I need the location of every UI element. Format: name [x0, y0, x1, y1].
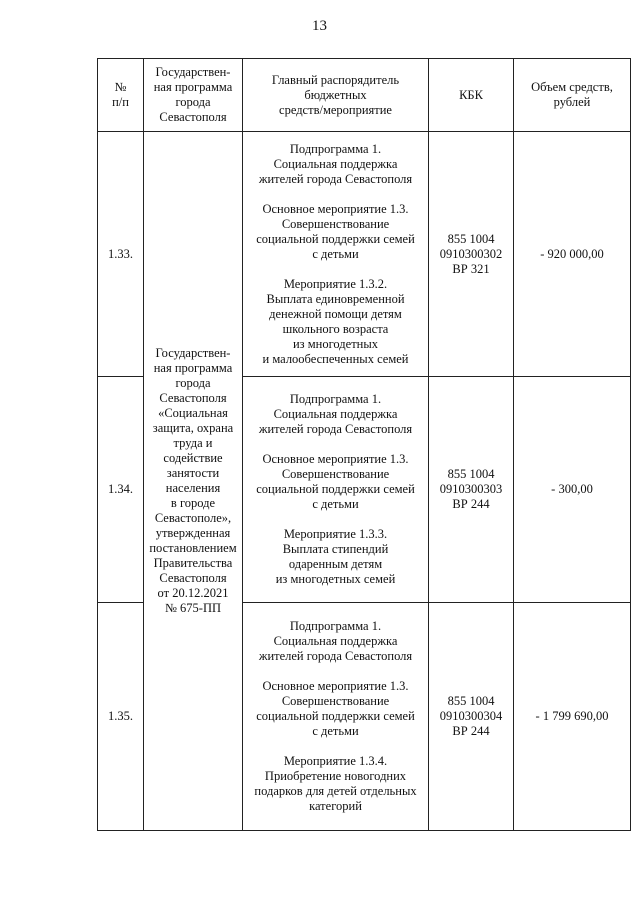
budget-table	[97, 58, 631, 831]
sum-cell: - 1 799 690,00	[514, 603, 631, 831]
measure-cell	[243, 603, 429, 831]
measure-cell	[243, 132, 429, 377]
measure-cell	[243, 377, 429, 603]
header-sum: Объем средств, рублей	[514, 59, 631, 132]
measure-text: Мероприятие 1.3.4. Приобретение новогодних подарков для детей отдельных категорий	[254, 754, 417, 813]
measure-text: Мероприятие 1.3.3. Выплата стипендий одаренным детям из многодетных семей	[275, 527, 396, 586]
program-cell: Государствен- ная программа города Севастополя «Социальная защита, охрана труда и содействие занятости населения в городе Севастополе», утвержденная постановлением Правительства Севастополя от 20.12.2021 № 675-ПП	[144, 132, 243, 831]
header-num: № п/п	[98, 59, 144, 132]
subprogram-text: Подпрограмма 1. Социальная поддержка жителей города Севастополя	[258, 619, 413, 663]
main-measure-text: Основное мероприятие 1.3. Совершенствование социальной поддержки семей с детьми	[256, 452, 415, 511]
kbk-cell: 855 1004 0910300302 ВР 321	[429, 132, 514, 377]
header-main: Главный распорядитель бюджетных средств/мероприятие	[243, 59, 429, 132]
subprogram-text: Подпрограмма 1. Социальная поддержка жителей города Севастополя	[258, 141, 413, 186]
kbk-cell: 855 1004 0910300303 ВР 244	[429, 377, 514, 603]
row-num: 1.34.	[98, 377, 144, 603]
main-measure-text: Основное мероприятие 1.3. Совершенствование социальной поддержки семей с детьми	[256, 679, 415, 738]
row-num: 1.33.	[98, 132, 144, 377]
row-num: 1.35.	[98, 603, 144, 831]
measure-text: Мероприятие 1.3.2. Выплата единовременной денежной помощи детям школьного возраста из многодетных и малообеспеченных семей	[262, 276, 409, 366]
sum-cell: - 300,00	[514, 377, 631, 603]
header-program: Государствен- ная программа города Севастополя	[144, 59, 243, 132]
main-measure-text: Основное мероприятие 1.3. Совершенствование социальной поддержки семей с детьми	[256, 201, 415, 261]
sum-cell: - 920 000,00	[514, 132, 631, 377]
subprogram-text: Подпрограмма 1. Социальная поддержка жителей города Севастополя	[258, 392, 413, 436]
header-kbk: КБК	[429, 59, 514, 132]
table-header-row	[98, 59, 631, 132]
kbk-cell: 855 1004 0910300304 ВР 244	[429, 603, 514, 831]
page-number: 13	[312, 18, 327, 34]
table-row	[98, 132, 631, 377]
